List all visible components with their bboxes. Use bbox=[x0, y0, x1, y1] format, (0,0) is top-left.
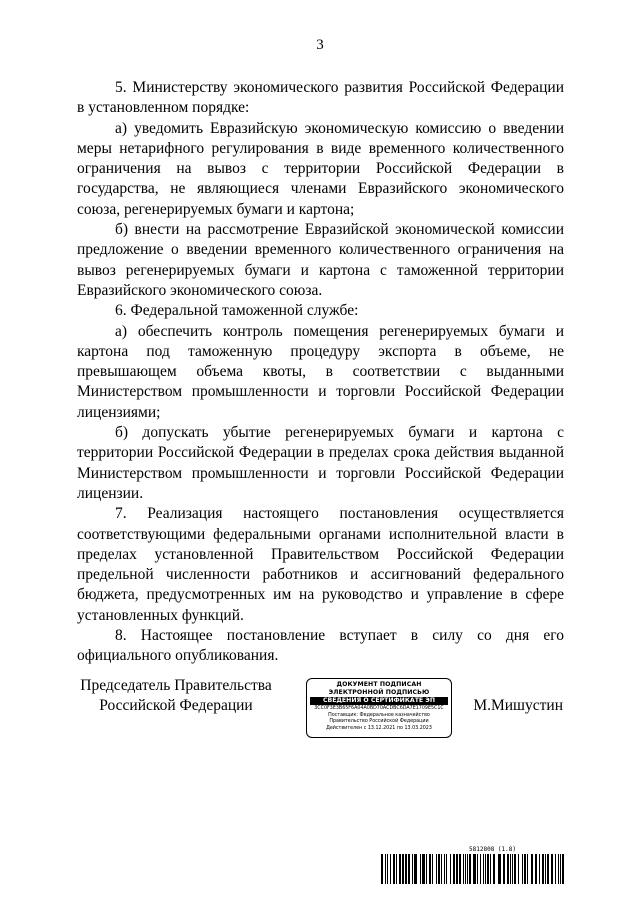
paragraph-6a: а) обеспечить контроль помещения регенерируемых бумаги и картона под таможенную процедуру экспорта в объеме, не превышающем объема квоты, в соответствии с выданными Министерством промышленности и торговли Российской Федерации лицензиями; bbox=[77, 322, 564, 421]
barcode-bar bbox=[453, 854, 455, 884]
signer-title-line2: Российской Федерации bbox=[99, 697, 253, 714]
barcode-bar bbox=[507, 854, 509, 884]
barcode-bar bbox=[408, 854, 410, 884]
barcode-bar bbox=[438, 854, 440, 884]
barcode-bar bbox=[473, 854, 476, 884]
barcode bbox=[381, 854, 564, 884]
stamp-validity: Действителен с 13.12.2021 по 13.03.2023 bbox=[326, 725, 432, 731]
page-number: 3 bbox=[316, 37, 324, 53]
barcode-bar bbox=[463, 854, 464, 884]
barcode-bar bbox=[469, 854, 471, 884]
barcode-bar bbox=[387, 854, 388, 884]
barcode-bar bbox=[393, 854, 395, 884]
barcode-label: 5812808 (1.8) bbox=[469, 846, 516, 853]
barcode-bar bbox=[485, 854, 486, 884]
barcode-bar bbox=[450, 854, 451, 884]
stamp-certificate-bar: СВЕДЕНИЯ О СЕРТИФИКАТЕ ЭП bbox=[310, 697, 448, 705]
barcode-bar bbox=[402, 854, 404, 884]
barcode-bar bbox=[414, 854, 417, 884]
barcode-bar bbox=[465, 854, 466, 884]
paragraph-7: 7. Реализация настоящего постановления осуществляется соответствующими федеральными органами исполнительной власти в пределах установленной Правительством Российской Федерации предельной численности работников и ассигнований федерального бюджета, предусмотренных им на руководство и управление в сфере установленных функций. bbox=[77, 505, 564, 624]
stamp-issuer: Поставщик: Федеральное казначейство bbox=[328, 712, 430, 718]
barcode-bar bbox=[535, 854, 537, 884]
paragraph-5: 5. Министерству экономического развития Российской Федерации в установленном порядке: bbox=[77, 79, 564, 117]
barcode-bar bbox=[503, 854, 505, 884]
barcode-bar bbox=[480, 854, 481, 884]
barcode-bar bbox=[527, 854, 528, 884]
barcode-bar bbox=[490, 854, 491, 884]
barcode-bar bbox=[477, 854, 478, 884]
barcode-bar bbox=[385, 854, 386, 884]
signature-block bbox=[0, 676, 640, 746]
barcode-bar bbox=[446, 854, 447, 884]
barcode-bar bbox=[545, 854, 546, 884]
barcode-bar bbox=[429, 854, 431, 884]
barcode-bar bbox=[542, 854, 544, 884]
barcode-bar bbox=[459, 854, 461, 884]
signer-title-line1: Председатель Правительства bbox=[80, 677, 272, 694]
paragraph-8: 8. Настоящее постановление вступает в силу со дня его официального опубликования. bbox=[77, 627, 564, 665]
barcode-bar bbox=[390, 854, 391, 884]
barcode-bar bbox=[547, 854, 549, 884]
barcode-bar bbox=[381, 854, 383, 884]
barcode-bar bbox=[444, 854, 445, 884]
barcode-bar bbox=[531, 854, 533, 884]
barcode-bar bbox=[412, 854, 413, 884]
stamp-line1: ДОКУМЕНТ ПОДПИСАН bbox=[336, 681, 422, 688]
signer-name: М.Мишустин bbox=[473, 697, 563, 714]
barcode-bar bbox=[498, 854, 501, 884]
barcode-bar bbox=[551, 854, 553, 884]
barcode-bar bbox=[560, 854, 561, 884]
paragraph-6b: б) допускать убытие регенерируемых бумаги и картона с территории Российской Федерации в пределах срока действия выданной Министерством промышленности и торговли Российской Федерации лицензии. bbox=[77, 424, 564, 502]
barcode-bar bbox=[420, 854, 421, 884]
paragraph-5a: а) уведомить Евразийскую экономическую комиссию о введении меры нетарифного регулирования в виде временного количественного ограничения на вывоз с территории Российской Федерации в государства, не являющиеся членами Евразийского экономического союза, регенерируемых бумаги и картона; bbox=[77, 119, 564, 218]
barcode-bar bbox=[467, 854, 468, 884]
barcode-bar bbox=[539, 854, 540, 884]
stamp-owner: Правительство Российской Федерации bbox=[329, 719, 429, 724]
barcode-bar bbox=[493, 854, 495, 884]
stamp-serial: 3CC0F3E3B65F6A04A0BD70ACDBC6DA7E1709E5C1C bbox=[314, 706, 444, 711]
barcode-bar bbox=[510, 854, 511, 884]
barcode-block bbox=[381, 846, 564, 884]
paragraph-6: 6. Федеральной таможенной службе: bbox=[115, 302, 359, 320]
barcode-bar bbox=[562, 854, 564, 884]
barcode-bar bbox=[483, 854, 484, 884]
barcode-bar bbox=[405, 854, 407, 884]
barcode-bar bbox=[422, 854, 425, 884]
barcode-bar bbox=[441, 854, 442, 884]
barcode-bar bbox=[436, 854, 437, 884]
paragraph-5b: б) внести на рассмотрение Евразийской экономической комиссии предложение о введении временного количественного ограничения на вывоз регенерируемых бумаги и картона с таможенной территории Евразийского экономического союза. bbox=[77, 221, 564, 299]
barcode-bar bbox=[399, 854, 401, 884]
barcode-bar bbox=[524, 854, 526, 884]
barcode-bar bbox=[456, 854, 458, 884]
barcode-bar bbox=[518, 854, 519, 884]
barcode-bar bbox=[522, 854, 523, 884]
electronic-signature-stamp bbox=[306, 678, 452, 738]
signer-title bbox=[76, 676, 276, 716]
stamp-line2: ЭЛЕКТРОННОЙ ПОДПИСЬЮ bbox=[328, 688, 430, 696]
barcode-bar bbox=[555, 854, 556, 884]
barcode-bar bbox=[514, 854, 516, 884]
barcode-bar bbox=[487, 854, 489, 884]
barcode-bar bbox=[432, 854, 433, 884]
barcode-bar bbox=[512, 854, 513, 884]
document-body bbox=[77, 78, 564, 667]
barcode-bar bbox=[558, 854, 559, 884]
barcode-bar bbox=[396, 854, 397, 884]
barcode-bar bbox=[426, 854, 427, 884]
